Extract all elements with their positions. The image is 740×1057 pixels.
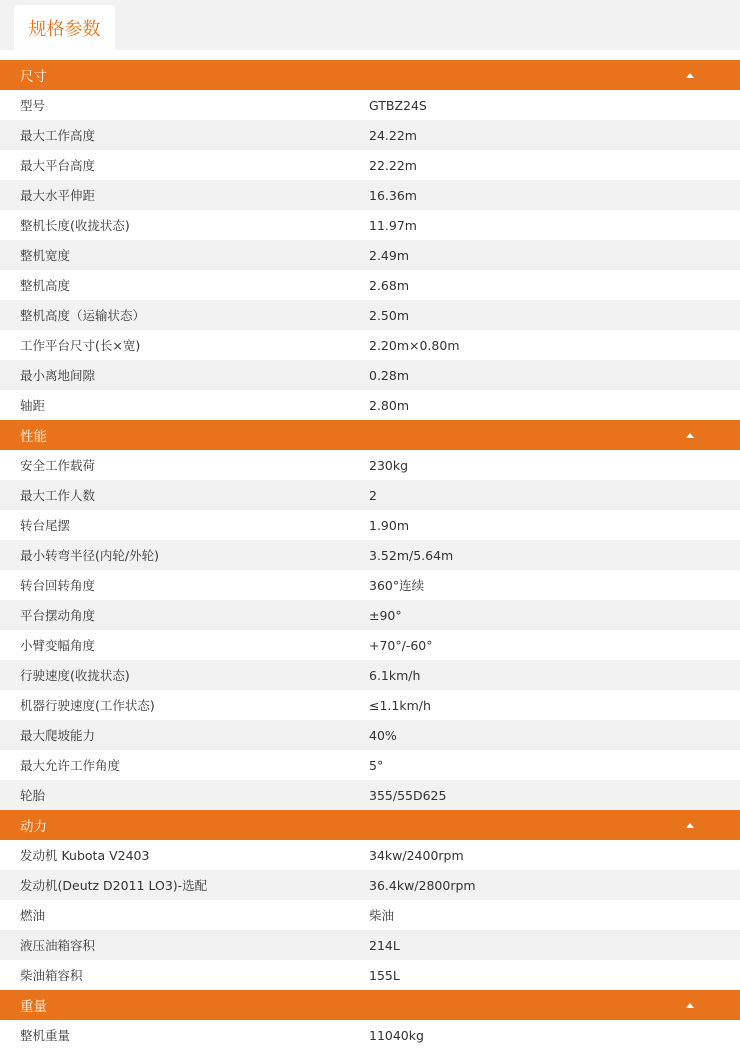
spec-label: 行驶速度(收拢状态): [20, 668, 130, 683]
spec-value: 36.4kw/2800rpm: [369, 877, 476, 893]
spec-value: 34kw/2400rpm: [369, 847, 464, 863]
table-row: [0, 480, 740, 510]
table-row: [0, 390, 740, 420]
spec-value: GTBZ24S: [369, 97, 427, 113]
spec-label: 整机长度(收拢状态): [20, 218, 130, 233]
section-body: [0, 840, 740, 990]
spec-label: 柴油箱容积: [20, 968, 83, 983]
table-row: [0, 450, 740, 480]
spec-label: 最大工作高度: [20, 128, 96, 143]
table-row: [0, 300, 740, 330]
spec-value: 40%: [369, 727, 397, 743]
spec-label: 最大水平伸距: [20, 188, 96, 203]
table-row: [0, 510, 740, 540]
spec-label: 轴距: [20, 398, 46, 413]
table-row: [0, 690, 740, 720]
tab-bar: [0, 0, 740, 50]
spec-value: 155L: [369, 967, 400, 983]
spec-label: 小臂变幅角度: [20, 638, 96, 653]
table-row: [0, 90, 740, 120]
spec-label: 轮胎: [20, 788, 46, 803]
table-row: [0, 360, 740, 390]
spec-value: 2.80m: [369, 397, 410, 413]
spec-value: 11.97m: [369, 217, 417, 233]
section-body: [0, 1020, 740, 1050]
table-row: [0, 900, 740, 930]
spec-value: 355/55D625: [369, 787, 447, 803]
section-title: 性能: [20, 429, 47, 445]
spec-label: 型号: [20, 98, 46, 113]
section-title: 尺寸: [20, 69, 47, 85]
spec-label: 整机高度（运输状态）: [20, 308, 146, 323]
table-row: [0, 210, 740, 240]
table-row: [0, 240, 740, 270]
spec-value: 360°连续: [369, 578, 425, 593]
spec-value: 2.50m: [369, 307, 410, 323]
spec-label: 整机高度: [20, 278, 71, 293]
spec-label: 安全工作载荷: [20, 458, 96, 473]
spec-label: 平台摆动角度: [20, 608, 96, 623]
spec-value: ≤1.1km/h: [369, 697, 431, 713]
spec-label: 发动机(Deutz D2011 LO3)-选配: [20, 878, 208, 893]
spec-value: 214L: [369, 937, 400, 953]
table-row: [0, 540, 740, 570]
table-row: [0, 840, 740, 870]
spec-label: 最大允许工作角度: [20, 758, 121, 773]
spec-value: +70°/-60°: [369, 637, 433, 653]
table-row: [0, 960, 740, 990]
section-header-1[interactable]: [0, 420, 740, 450]
spec-label: 整机重量: [20, 1028, 71, 1043]
caret-up-icon[interactable]: [686, 823, 694, 828]
spec-label: 发动机 Kubota V2403: [20, 848, 150, 863]
spec-label: 转台回转角度: [20, 578, 96, 593]
section-title: 动力: [20, 819, 47, 835]
spec-label: 工作平台尺寸(长×宽): [20, 338, 141, 353]
spec-value: 0.28m: [369, 367, 410, 383]
spacer: [0, 50, 740, 60]
spec-label: 转台尾摆: [20, 518, 71, 533]
spec-value: 1.90m: [369, 517, 410, 533]
spec-value: 22.22m: [369, 157, 417, 173]
spec-value: 2.49m: [369, 247, 410, 263]
spec-label: 机器行驶速度(工作状态): [20, 698, 155, 713]
table-row: [0, 870, 740, 900]
spec-value: 230kg: [369, 457, 409, 473]
table-row: [0, 750, 740, 780]
section-body: [0, 450, 740, 810]
table-row: [0, 720, 740, 750]
section-body: [0, 90, 740, 420]
section-title: 重量: [20, 999, 47, 1015]
spec-value: 5°: [369, 757, 384, 773]
spec-label: 最大爬坡能力: [20, 728, 96, 743]
spec-value: 3.52m/5.64m: [369, 547, 454, 563]
table-row: [0, 270, 740, 300]
spec-table: [0, 60, 740, 1050]
table-row: [0, 180, 740, 210]
caret-up-icon[interactable]: [686, 1003, 694, 1008]
section-header-0[interactable]: [0, 60, 740, 90]
table-row: [0, 600, 740, 630]
table-row: [0, 1020, 740, 1050]
table-row: [0, 930, 740, 960]
spec-label: 最小离地间隙: [20, 368, 96, 383]
spec-value: 6.1km/h: [369, 667, 421, 683]
spec-value: ±90°: [369, 607, 402, 623]
spec-value: 11040kg: [369, 1027, 424, 1043]
table-row: [0, 150, 740, 180]
caret-up-icon[interactable]: [686, 433, 694, 438]
table-row: [0, 660, 740, 690]
spec-label: 最大平台高度: [20, 158, 96, 173]
section-header-2[interactable]: [0, 810, 740, 840]
spec-value: 16.36m: [369, 187, 417, 203]
tab-specifications[interactable]: 规格参数: [14, 5, 115, 50]
spec-value: 2.68m: [369, 277, 410, 293]
spec-label: 整机宽度: [20, 248, 71, 263]
spec-label: 燃油: [20, 908, 46, 923]
spec-label: 液压油箱容积: [20, 938, 96, 953]
table-row: [0, 630, 740, 660]
section-header-3[interactable]: [0, 990, 740, 1020]
spec-value: 2.20m×0.80m: [369, 337, 460, 353]
spec-value: 2: [369, 487, 377, 503]
table-row: [0, 330, 740, 360]
spec-value: 24.22m: [369, 127, 417, 143]
table-row: [0, 570, 740, 600]
spec-label: 最大工作人数: [20, 488, 96, 503]
table-row: [0, 780, 740, 810]
spec-value: 柴油: [369, 908, 395, 923]
table-row: [0, 120, 740, 150]
spec-label: 最小转弯半径(内轮/外轮): [20, 548, 159, 563]
caret-up-icon[interactable]: [686, 73, 694, 78]
